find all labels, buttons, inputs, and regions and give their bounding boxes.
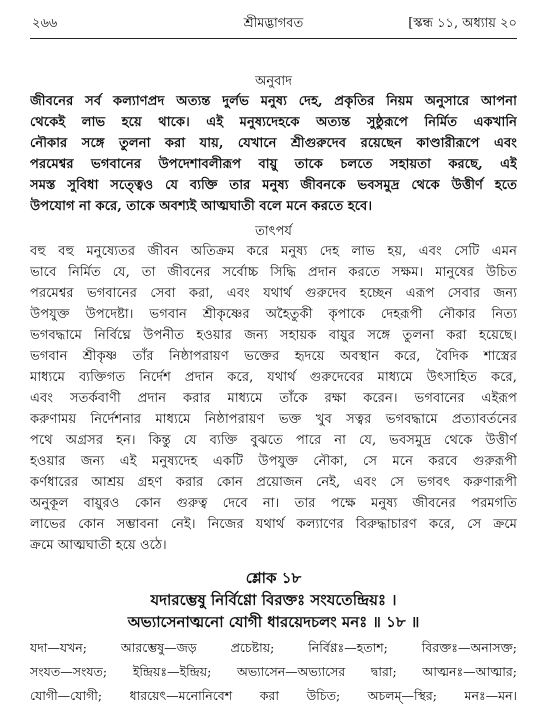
verse-heading: শ্লোক ১৮ xyxy=(245,569,302,587)
purport-line: পরমেশ্বর ভগবানের সেবা করা, এবং যথার্থ গুরুদেব হচ্ছেন এরূপ সেবার জন্য xyxy=(30,286,517,301)
page-number: ২৬৬ xyxy=(32,16,58,31)
translation-line: জীবনের সর্ব কল্যাণপ্রদ অত্যন্ত দুর্লভ মনুষ্য দেহ, প্রকৃতির নিয়ম অনুসারে আপনা xyxy=(30,94,517,109)
translation-line: নৌকার সঙ্গে তুলনা করা যায়, যেখানে শ্রীগুরুদেব রয়েছেন কাণ্ডারীরূপে এবং xyxy=(30,136,517,151)
translation-text xyxy=(30,91,517,217)
synonyms-line: যদা—যখন; আরম্ভেষু—জড় প্রচেষ্টায়; নির্বিণ্ণঃ—হতাশ; বিরক্তঃ—অনাসক্ত; xyxy=(30,640,517,655)
verse-block xyxy=(30,567,517,633)
translation-line: থেকেই লাভ হয়ে থাকে। এই মনুষ্যদেহকে অত্যন্ত সুষ্ঠুরূপে নির্মিত একখানি xyxy=(30,115,517,130)
purport-line: হওয়ার জন্য এই মনুষ্যদেহ একটি উপযুক্ত নৌকা, সে মনে করবে গুরুরূপী xyxy=(30,454,517,469)
verse-line: যদারম্ভেষু নির্বিণ্ণো বিরক্তঃ সংযতেন্দ্রিয়ঃ । xyxy=(150,591,397,609)
verse-line: অভ্যাসেনাত্মনো যোগী ধারয়েদচলং মনঃ ॥ ১৮ ॥ xyxy=(127,613,420,631)
page-header xyxy=(30,14,517,34)
translation-line: উপযোগ না করে, তাকে অবশ্যই আত্মঘাতী বলে মনে করতে হবে। xyxy=(30,199,373,214)
synonyms-line: যোগী—যোগী; ধারয়েৎ—মনোনিবেশ করা উচিত; অচলম্—স্থির; মনঃ—মন। xyxy=(30,688,517,703)
purport-line: বহু বহু মনুষ্যেতর জীবন অতিক্রম করে মনুষ্য দেহ লাভ হয়, এবং সেটি এমন xyxy=(30,244,517,259)
purport-line: ভগবদ্ধামে নির্বিঘ্নে উপনীত হওয়ার জন্য সহায়ক বায়ুর সঙ্গে তুলনা করা হয়েছে। xyxy=(30,328,517,343)
translation-line: সমস্ত সুবিধা সত্ত্বেও যে ব্যক্তি তার মনুষ্য জীবনকে ভবসমুদ্র থেকে উত্তীর্ণ হতে xyxy=(30,178,517,193)
purport-line: ক্রমে আত্মঘাতী হয়ে ওঠে। xyxy=(30,538,167,553)
synonyms-line: সংযত—সংযত; ইন্দ্রিয়ঃ—ইন্দ্রিয়; অভ্যাসেন—অভ্যাসের দ্বারা; আত্মনঃ—আত্মার; xyxy=(30,664,517,679)
chapter-reference: [স্কন্ধ ১১, অধ্যায় ২০ xyxy=(408,16,517,31)
purport-line: করুণাময় নির্দেশনার মাধ্যমে নিষ্ঠাপরায়ণ ভক্ত খুব সত্বর ভগবদ্ধামে প্রত্যাবর্তনের xyxy=(30,412,517,427)
synonyms-block xyxy=(30,636,517,708)
purport-line: এবং সতর্কবাণী প্রদান করার মাধ্যমে তাঁকে রক্ষা করেন। ভগবানের এইরূপ xyxy=(30,391,517,406)
purport-line: অনুকূল বায়ুরও কোন গুরুত্ব দেবে না। তার পক্ষে মনুষ্য জীবনের পরমগতি xyxy=(30,496,517,511)
purport-line: মাধ্যমে ব্যক্তিগত নির্দেশ প্রদান করে, যথার্থ গুরুদেবের মাধ্যমে উৎসাহিত করে, xyxy=(30,370,517,385)
book-title: শ্রীমদ্ভাগবত xyxy=(243,16,304,31)
translation-line: পরমেশ্বর ভগবানের উপদেশাবলীরূপ বায়ু তাকে চলতে সহায়তা করছে, এই xyxy=(30,157,517,172)
purport-line: ভগবান শ্রীকৃষ্ণ তাঁর নিষ্ঠাপরায়ণ ভক্তের হৃদয়ে অবস্থান করে, বৈদিক শাস্ত্রের xyxy=(30,349,517,364)
purport-line: ভাবে নির্মিত যে, তা জীবনের সর্বোচ্চ সিদ্ধি প্রদান করতে সক্ষম। মানুষের উচিত xyxy=(30,265,517,280)
book-page xyxy=(30,0,517,723)
purport-line: কর্ণধারের আশ্রয় গ্রহণ করার কোন প্রয়োজন নেই, এবং সে ভগবৎ করুণারূপী xyxy=(30,475,517,490)
translation-heading: অনুবাদ xyxy=(255,74,292,89)
purport-text xyxy=(30,241,517,556)
purport-line: পথে অগ্রসর হন। কিন্তু যে ব্যক্তি বুঝতে পারে না যে, ভবসমুদ্র থেকে উত্তীর্ণ xyxy=(30,433,517,448)
purport-heading: তাৎপর্য xyxy=(255,224,292,239)
purport-line: লাভের কোন সম্ভাবনা নেই। নিজের যথার্থ কল্যাণের বিরুদ্ধাচারণ করে, সে ক্রমে xyxy=(30,517,517,532)
purport-line: উপযুক্ত উপদেষ্টা। ভগবান শ্রীকৃষ্ণের অহৈতুকী কৃপাকে দেহরূপী নৌকার নিত্য xyxy=(30,307,517,322)
header-divider xyxy=(30,38,517,39)
